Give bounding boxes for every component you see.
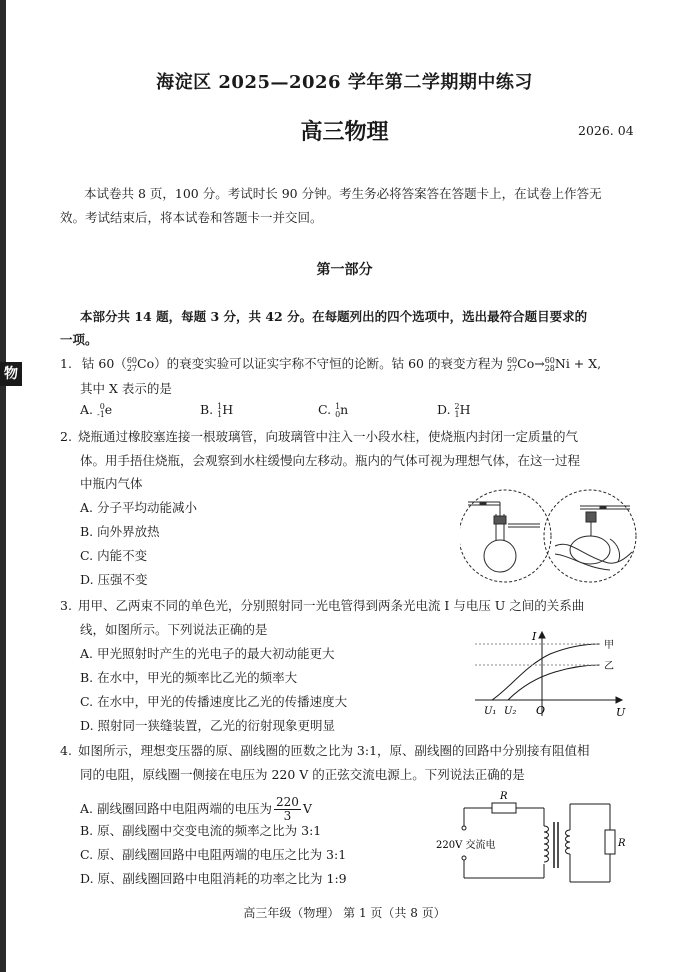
q1-option-b: B. 1 1 H [200, 401, 234, 419]
q3-x-label: U [616, 706, 626, 719]
q1-line-1 [60, 355, 601, 373]
q1-eq-ni-isotope: 60 28 [544, 355, 555, 373]
q1-eq-arrow: → [534, 356, 545, 371]
q4-r-right-label: R [618, 838, 626, 849]
q2-line-2: 体。用手捂住烧瓶，会观察到水柱缓慢向左移动。瓶内的气体可视为理想气体，在这一过程 [80, 453, 581, 468]
q1-number: 1. [60, 356, 72, 371]
q1-line-2: 其中 X 表示的是 [80, 381, 172, 396]
q3-y-arrow [539, 632, 545, 638]
q2-option-a: A. 分子平均动能减小 [80, 500, 198, 515]
q1-eq-co: Co [517, 356, 535, 371]
q4-resistor-top [492, 803, 516, 813]
exam-title: 海淀区 2025—2026 学年第二学期期中练习 [156, 72, 533, 93]
q1-text-a: 钴 60（ [81, 356, 127, 371]
q3-yi-label: 乙 [604, 661, 614, 672]
q2-option-d: D. 压强不变 [80, 572, 148, 587]
q3-jia-label: 甲 [604, 640, 614, 651]
q2-line-3: 中瓶内气体 [80, 476, 143, 491]
subject-side-tab: 物 [0, 362, 22, 386]
q4-option-b: B. 原、副线圈中交变电流的频率之比为 3:1 [80, 823, 322, 838]
q3-curve-jia [492, 644, 600, 700]
q3-option-c: C. 在水中，甲光的传播速度比乙光的传播速度大 [80, 694, 348, 709]
q4-source-label: 220V 交流电 [436, 840, 496, 851]
q4-option-a-fraction: $\frac{220}{3}$ [276, 795, 299, 823]
q4-option-a: A. 副线圈回路中电阻两端的电压为 $\frac{220}{3}$ V [80, 795, 312, 823]
intro-line-1: 本试卷共 8 页，100 分。考试时长 90 分钟。考生务必将答案答在答题卡上，在试卷上作答无 [84, 186, 602, 201]
q2-option-c: C. 内能不变 [80, 548, 148, 563]
q3-u2-label: U₂ [504, 706, 517, 717]
q2-line-1: 2. 烧瓶通过橡胶塞连接一根玻璃管，向玻璃管中注入一小段水柱，使烧瓶内封闭一定质量的气 [60, 429, 578, 444]
q3-number: 3. [60, 598, 72, 613]
q4-number: 4. [60, 743, 72, 758]
q4-option-c: C. 原、副线圈回路中电阻两端的电压之比为 3:1 [80, 847, 347, 862]
q1-option-d: D. 2 1 H [437, 401, 471, 419]
q3-option-d: D. 照射同一狭缝装置，乙光的衍射现象更明显 [80, 718, 336, 733]
q3-u1-label: U₁ [484, 706, 497, 717]
part1-title: 第一部分 [316, 262, 373, 278]
flask-right-with-hand [555, 506, 632, 570]
subject-title: 高三物理 [300, 119, 389, 145]
q4-r-top-label: R [500, 791, 508, 802]
q4-line-1: 4. 如图所示，理想变压器的原、副线圈的匝数之比为 3:1，原、副线圈的回路中分别接有阻值相 [60, 743, 590, 758]
q1-option-a: A. 0 -1 e [80, 401, 113, 419]
q4-resistor-right [605, 830, 615, 854]
q3-line-2: 线，如图所示。下列说法正确的是 [80, 622, 268, 637]
q3-y-label: I [532, 630, 537, 643]
q1-co-symbol: Co [137, 356, 155, 371]
q4-terminal-bottom [462, 856, 466, 860]
flask-left [468, 502, 540, 572]
q1-eq-co-isotope: 60 27 [506, 355, 518, 373]
q1-text-b: ）的衰变实验可以证实宇称不守恒的论断。钴 60 的衰变方程为 [154, 356, 503, 371]
q3-line-1: 3. 用甲、乙两束不同的单色光，分别照射同一光电管得到两条光电流 I 与电压 U 之间的关系曲 [60, 598, 585, 613]
page-footer: 高三年级（物理） 第 1 页（共 8 页） [243, 906, 446, 920]
q3-option-b: B. 在水中，甲光的频率比乙光的频率大 [80, 670, 298, 685]
intro-line-2: 效。考试结束后，将本试卷和答题卡一并交回。 [60, 210, 323, 225]
q3-x-arrow [616, 697, 622, 703]
flask-left-dashed-circle [460, 490, 551, 582]
q2-flask-figure [460, 484, 640, 588]
q3-iu-graph [470, 628, 630, 720]
q4-option-d: D. 原、副线圈回路中电阻消耗的功率之比为 1:9 [80, 871, 347, 886]
q3-curve-yi [508, 665, 600, 700]
q1-option-c: C. 1 0 n [318, 401, 349, 419]
q4-primary-coil [544, 826, 549, 862]
q4-transformer-circuit [434, 790, 640, 890]
q2-number: 2. [60, 429, 72, 444]
q2-option-b: B. 向外界放热 [80, 524, 160, 539]
part1-instr-line-1: 本部分共 14 题，每题 3 分，共 42 分。在每题列出的四个选项中，选出最符合题目要求的 [80, 309, 588, 324]
q4-terminal-top [462, 826, 466, 830]
q3-origin-label: O [536, 704, 546, 717]
q1-co-isotope: 60 27 [126, 355, 137, 373]
part1-instr-line-2: 一项。 [60, 332, 98, 347]
q3-option-a: A. 甲光照射时产生的光电子的最大初动能更大 [80, 646, 335, 661]
q4-line-2: 同的电阻，原线圈一侧接在电压为 220 V 的正弦交流电源上。下列说法正确的是 [80, 767, 525, 782]
exam-date: 2026. 04 [578, 123, 634, 138]
q4-secondary-coil [566, 830, 571, 854]
q1-eq-rest: Ni + X, [554, 356, 602, 371]
